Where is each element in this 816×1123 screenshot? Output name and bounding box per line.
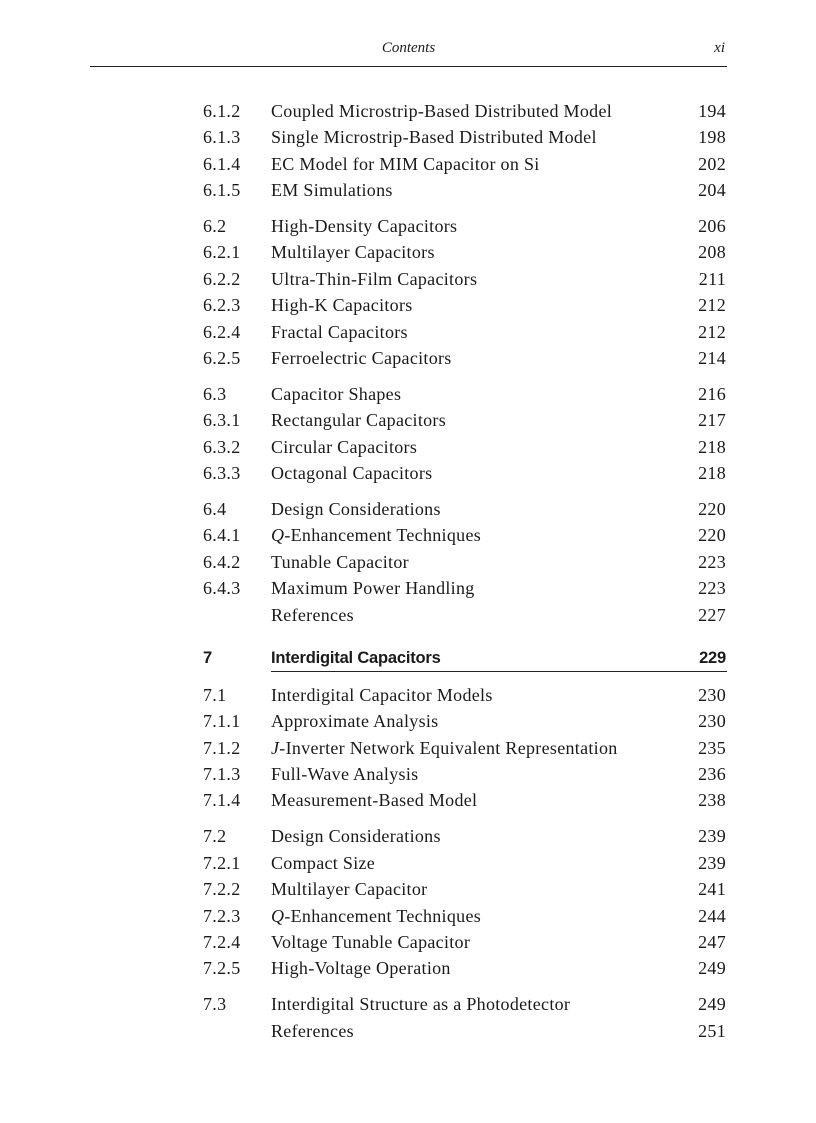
toc-entry-number: 6.4.1 (203, 525, 241, 546)
toc-entry-title: Design Considerations (271, 826, 441, 847)
toc-entry-page: 236 (698, 764, 726, 785)
toc-entry-page: 198 (698, 127, 726, 148)
toc-entry-page: 249 (698, 958, 726, 979)
toc-entry-page: 208 (698, 242, 726, 263)
toc-entry[interactable] (203, 98, 727, 124)
toc-entry-page: 223 (698, 551, 726, 572)
toc-entry[interactable] (203, 407, 727, 433)
toc-entry-number: 7.2 (203, 826, 227, 847)
toc-entry-number: 7.2.4 (203, 931, 241, 952)
toc-group (203, 381, 727, 487)
toc-entry-page: 212 (698, 321, 726, 342)
toc-entry-page: 220 (698, 525, 726, 546)
toc-entry-page: 241 (698, 879, 726, 900)
toc-entry-number: 6.1.3 (203, 127, 241, 148)
toc-entry-number: 7.2.3 (203, 905, 241, 926)
toc-entry-number: 6.1.5 (203, 180, 241, 201)
toc-entry-number: 7.2.1 (203, 852, 241, 873)
toc-entry-page: 239 (698, 852, 726, 873)
toc-entry-number: 6.1.2 (203, 101, 241, 121)
toc-entry[interactable] (203, 602, 727, 628)
toc-entry-number: 7.2.5 (203, 958, 241, 979)
toc-entry-number: 6.4.2 (203, 551, 241, 572)
toc-entry[interactable] (203, 903, 727, 929)
toc-group (203, 823, 727, 981)
toc-entry-number: 6.2.4 (203, 321, 241, 342)
toc-entry-number: 6.2.5 (203, 348, 241, 369)
toc-entry-number: 6.3.2 (203, 436, 241, 457)
toc-entry[interactable] (203, 708, 727, 734)
toc-group (203, 213, 727, 371)
toc-entry[interactable] (203, 929, 727, 955)
toc-entry-page: 230 (698, 711, 726, 732)
toc-entry-number: 6.1.4 (203, 153, 241, 174)
toc-entry-title: High-K Capacitors (271, 295, 413, 316)
toc-entry[interactable] (203, 823, 727, 849)
toc-entry-number: 6.2.1 (203, 242, 241, 263)
toc-entry-number: 7.3 (203, 994, 227, 1015)
toc-entry-page: 249 (698, 994, 726, 1015)
toc-entry-title: Single Microstrip-Based Distributed Model (271, 127, 597, 148)
toc-entry-title: Rectangular Capacitors (271, 410, 447, 431)
toc-entry[interactable] (203, 124, 727, 150)
toc-entry-page: 235 (698, 737, 726, 758)
toc-entry[interactable] (203, 381, 727, 407)
toc-entry-title: Multilayer Capacitors (271, 242, 435, 263)
toc-entry[interactable] (203, 787, 727, 813)
toc-entry[interactable] (203, 876, 727, 902)
toc-entry[interactable] (203, 575, 727, 601)
toc-entry-title: High-Voltage Operation (271, 958, 451, 979)
toc-entry-page: 223 (698, 578, 726, 599)
toc-entry-title: Circular Capacitors (271, 436, 418, 457)
toc-entry[interactable] (203, 460, 727, 486)
toc-entry-title: Design Considerations (271, 498, 441, 519)
toc-entry-title: Interdigital Structure as a Photodetector (271, 994, 571, 1015)
toc-entry-title: High-Density Capacitors (271, 216, 458, 237)
toc-entry-number: 6.4 (203, 498, 227, 519)
toc-group (203, 682, 727, 814)
toc-entry[interactable] (203, 522, 727, 548)
chapter-heading[interactable] (203, 646, 727, 670)
toc-entry-page: 230 (698, 684, 726, 705)
toc-group (203, 496, 727, 628)
toc-entry-number: 7.2.2 (203, 879, 241, 900)
toc-entry[interactable] (203, 955, 727, 981)
toc-group (203, 991, 727, 1044)
toc-entry-number: 6.3.3 (203, 463, 241, 484)
toc-entry-title: Full-Wave Analysis (271, 764, 419, 785)
toc-entry-number: 6.2.3 (203, 295, 241, 316)
toc-entry-page: 239 (698, 826, 726, 847)
toc-entry-number: 7.1.2 (203, 737, 241, 758)
toc-entry-title: Voltage Tunable Capacitor (271, 931, 471, 952)
toc-entry[interactable] (203, 151, 727, 177)
toc-entry-title: Ultra-Thin-Film Capacitors (271, 268, 478, 289)
toc-entry[interactable] (203, 292, 727, 318)
toc-entry[interactable] (203, 434, 727, 460)
toc-section-7 (203, 682, 727, 1044)
toc-entry-page: 206 (698, 216, 726, 237)
toc-entry-number: 6.3.1 (203, 410, 241, 431)
toc-entry-number: 7.1.3 (203, 764, 241, 785)
toc-entry-title: Octagonal Capacitors (271, 463, 433, 484)
toc-entry-number: 6.3 (203, 383, 227, 404)
toc-entry-page: 211 (698, 268, 726, 289)
toc-entry-page: 251 (698, 1020, 726, 1041)
toc-entry[interactable] (203, 549, 727, 575)
toc-entry-title: Measurement-Based Model (271, 790, 478, 811)
toc-group (203, 98, 727, 204)
toc-entry-page: 212 (698, 295, 726, 316)
toc-entry-page: 244 (698, 905, 726, 926)
toc-entry-title: Maximum Power Handling (271, 578, 475, 599)
toc-entry[interactable] (203, 850, 727, 876)
toc-entry[interactable] (203, 735, 727, 761)
toc-section-6 (203, 98, 727, 628)
toc-entry-page: 217 (698, 410, 726, 431)
toc-entry-title: Q-Enhancement Techniques (271, 905, 482, 926)
toc-entry-page: 218 (698, 436, 726, 457)
toc-entry-title: Capacitor Shapes (271, 383, 402, 404)
toc-entry-page: 204 (698, 180, 726, 201)
toc-entry-page: 227 (698, 604, 726, 625)
running-header (90, 38, 727, 67)
table-of-contents (203, 98, 727, 1054)
toc-entry-number: 7.1.4 (203, 790, 241, 811)
toc-entry[interactable] (203, 266, 727, 292)
toc-entry-title: Q-Enhancement Techniques (271, 525, 482, 546)
toc-entry[interactable] (203, 345, 727, 371)
toc-entry-page: 216 (698, 383, 726, 404)
toc-entry[interactable] (203, 239, 727, 265)
toc-entry-title: Compact Size (271, 852, 376, 873)
toc-entry-number: 7.1 (203, 684, 227, 705)
toc-entry-title: Fractal Capacitors (271, 321, 408, 342)
toc-entry-title: EM Simulations (271, 180, 393, 201)
chapter-number: 7 (203, 648, 212, 667)
toc-entry[interactable] (203, 213, 727, 239)
toc-entry-number: 6.4.3 (203, 578, 241, 599)
toc-entry-title: Tunable Capacitor (271, 551, 409, 572)
toc-entry-title: Ferroelectric Capacitors (271, 348, 452, 369)
toc-entry-page: 202 (698, 153, 726, 174)
toc-entry-title: Interdigital Capacitor Models (271, 684, 493, 705)
toc-entry[interactable] (203, 682, 727, 708)
toc-entry[interactable] (203, 761, 727, 787)
toc-entry-page: 194 (698, 101, 726, 121)
toc-entry[interactable] (203, 496, 727, 522)
toc-entry-page: 220 (698, 498, 726, 519)
toc-entry-page: 247 (698, 931, 726, 952)
toc-entry-title: References (271, 604, 354, 625)
toc-entry-title: References (271, 1020, 354, 1041)
toc-entry-number: 7.1.1 (203, 711, 241, 732)
chapter-page: 229 (699, 648, 726, 667)
toc-entry-number: 6.2 (203, 216, 227, 237)
toc-entry[interactable] (203, 991, 727, 1017)
toc-entry-page: 238 (698, 790, 726, 811)
toc-entry-page: 214 (698, 348, 726, 369)
toc-entry-title: Approximate Analysis (271, 711, 439, 732)
toc-entry-title: J-Inverter Network Equivalent Representation (271, 737, 618, 758)
page-number: xi (714, 40, 725, 56)
toc-entry-title: Coupled Microstrip-Based Distributed Model (271, 101, 613, 121)
toc-entry-page: 218 (698, 463, 726, 484)
toc-entry-number: 6.2.2 (203, 268, 241, 289)
chapter-rule (271, 671, 727, 672)
toc-entry[interactable] (203, 177, 727, 203)
running-header-title: Contents (381, 40, 436, 56)
toc-entry[interactable] (203, 319, 727, 345)
toc-entry-title: Multilayer Capacitor (271, 879, 428, 900)
toc-entry-title: EC Model for MIM Capacitor on Si (271, 153, 540, 174)
toc-entry[interactable] (203, 1018, 727, 1044)
chapter-title: Interdigital Capacitors (271, 648, 441, 667)
